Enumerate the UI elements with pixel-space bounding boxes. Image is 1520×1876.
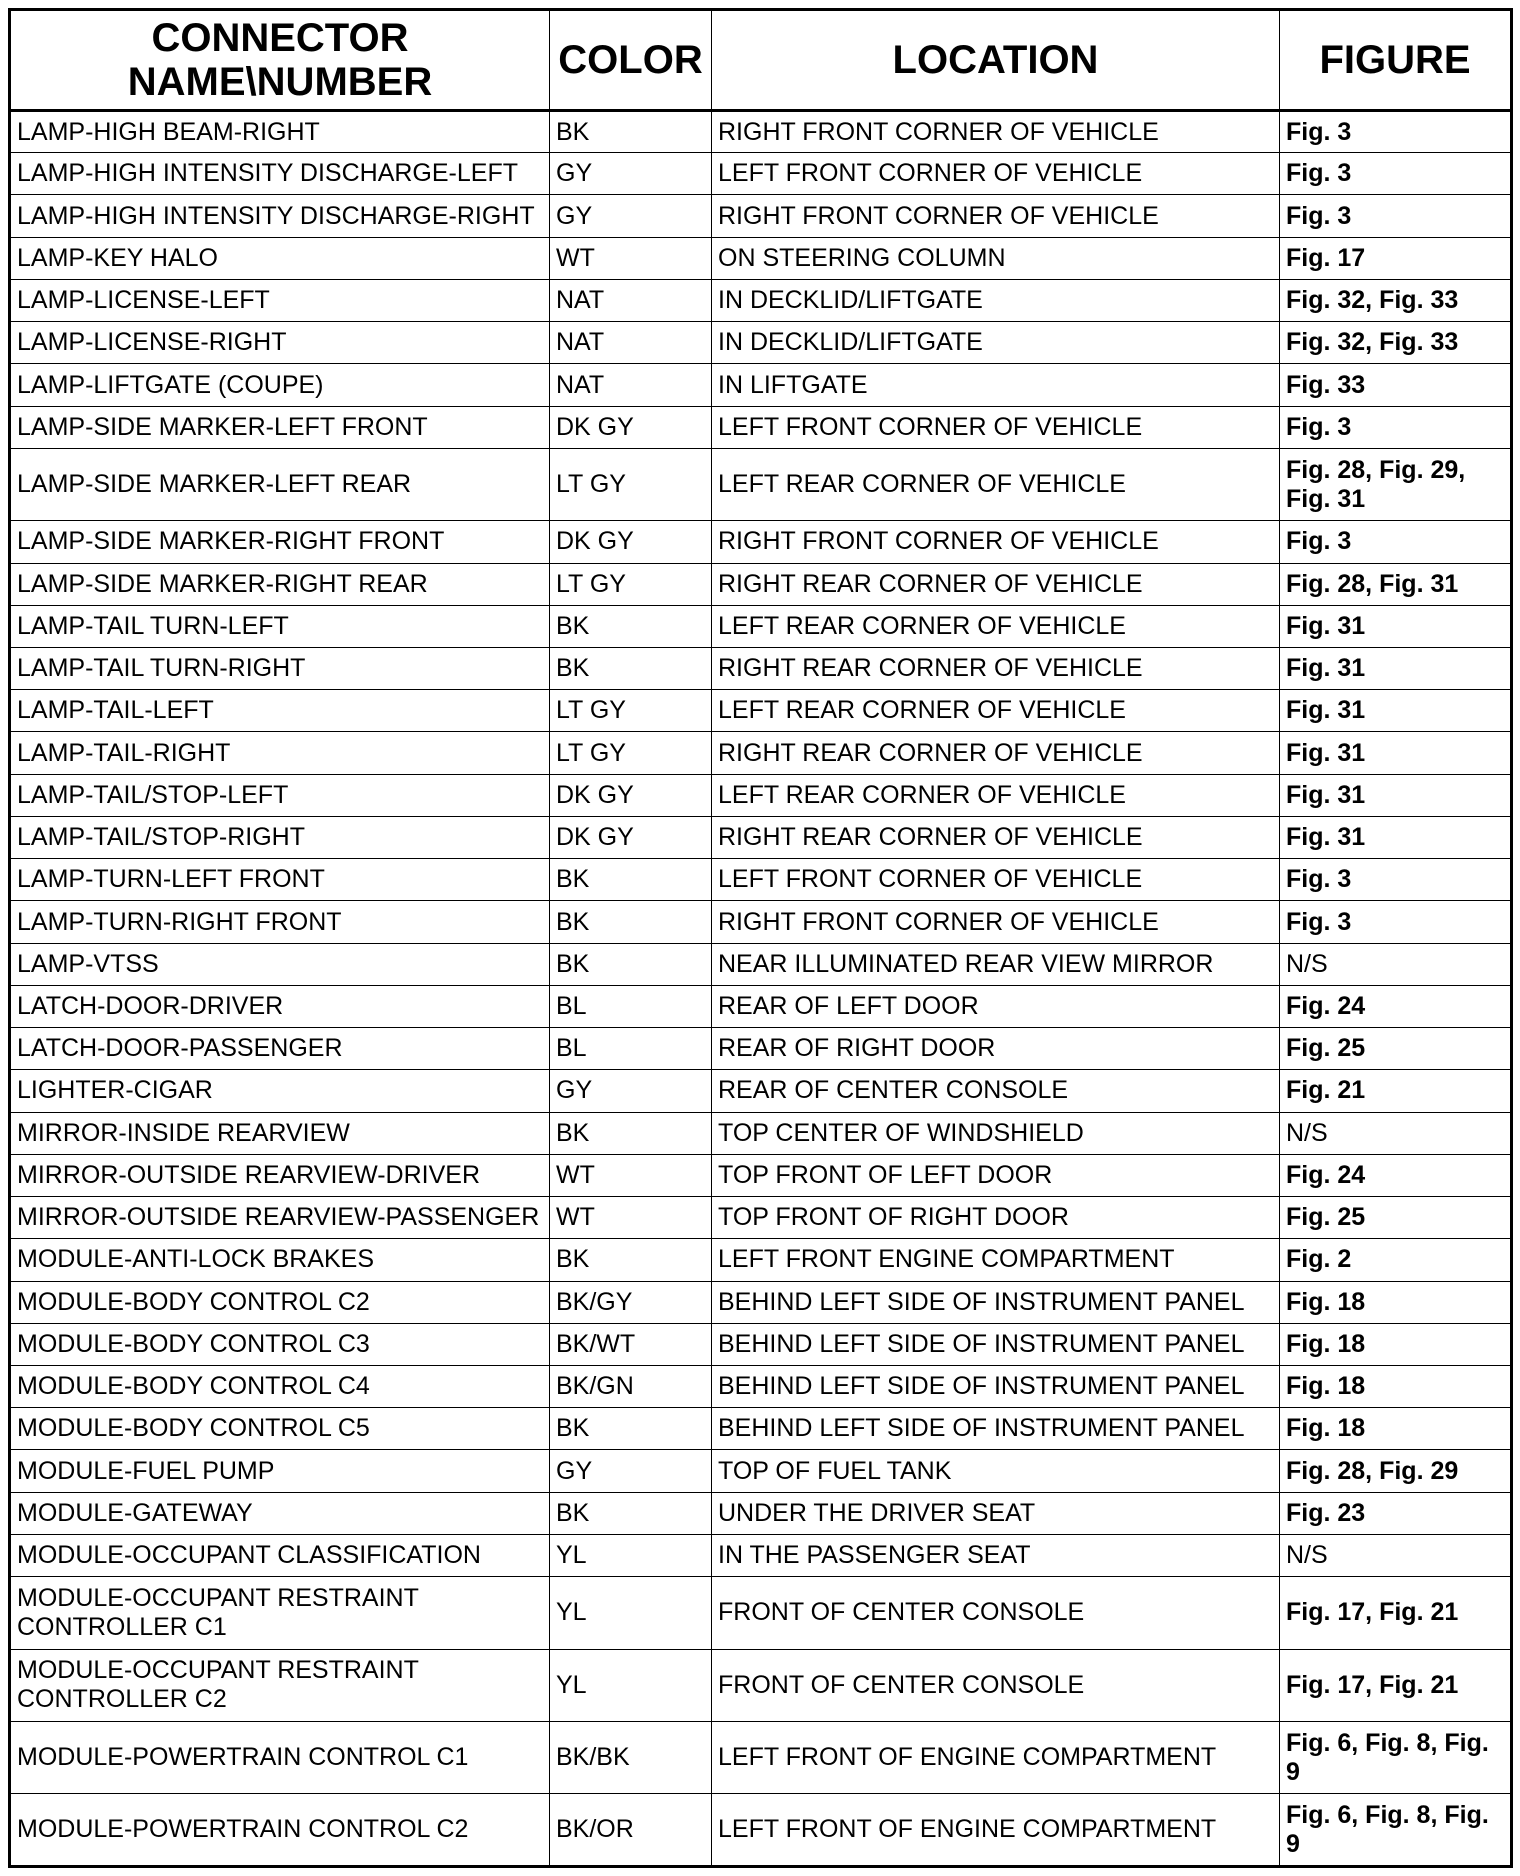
header-location: LOCATION xyxy=(712,10,1280,111)
figure-cell: Fig. 6, Fig. 8, Fig. 9 xyxy=(1280,1721,1512,1793)
figure-cell: Fig. 23 xyxy=(1280,1492,1512,1534)
figure-cell: Fig. 31 xyxy=(1280,647,1512,689)
location-cell: BEHIND LEFT SIDE OF INSTRUMENT PANEL xyxy=(712,1365,1280,1407)
location-cell: RIGHT FRONT CORNER OF VEHICLE xyxy=(712,195,1280,237)
figure-cell: Fig. 28, Fig. 29, Fig. 31 xyxy=(1280,448,1512,520)
figure-cell: Fig. 24 xyxy=(1280,1154,1512,1196)
figure-cell: Fig. 17, Fig. 21 xyxy=(1280,1649,1512,1721)
figure-cell: Fig. 3 xyxy=(1280,111,1512,153)
location-cell: TOP FRONT OF LEFT DOOR xyxy=(712,1154,1280,1196)
color-cell: BK/BK xyxy=(550,1721,712,1793)
figure-cell: Fig. 33 xyxy=(1280,364,1512,406)
figure-cell: Fig. 18 xyxy=(1280,1323,1512,1365)
color-cell: GY xyxy=(550,195,712,237)
table-row xyxy=(10,521,1512,563)
location-cell: FRONT OF CENTER CONSOLE xyxy=(712,1577,1280,1649)
location-cell: RIGHT REAR CORNER OF VEHICLE xyxy=(712,563,1280,605)
connector-table xyxy=(8,8,1513,1868)
figure-cell: Fig. 17 xyxy=(1280,237,1512,279)
connector-name-cell: MODULE-FUEL PUMP xyxy=(10,1450,550,1492)
connector-name-cell: MIRROR-OUTSIDE REARVIEW-PASSENGER xyxy=(10,1197,550,1239)
color-cell: GY xyxy=(550,153,712,195)
figure-cell: Fig. 25 xyxy=(1280,1028,1512,1070)
color-cell: BK xyxy=(550,1239,712,1281)
figure-cell: Fig. 17, Fig. 21 xyxy=(1280,1577,1512,1649)
figure-cell: Fig. 2 xyxy=(1280,1239,1512,1281)
table-row xyxy=(10,985,1512,1027)
connector-name-cell: LAMP-VTSS xyxy=(10,943,550,985)
color-cell: YL xyxy=(550,1534,712,1576)
connector-name-cell: MODULE-BODY CONTROL C5 xyxy=(10,1408,550,1450)
color-cell: BK/WT xyxy=(550,1323,712,1365)
connector-name-cell: MODULE-BODY CONTROL C4 xyxy=(10,1365,550,1407)
table-row xyxy=(10,1070,1512,1112)
location-cell: RIGHT REAR CORNER OF VEHICLE xyxy=(712,647,1280,689)
connector-name-cell: MODULE-BODY CONTROL C2 xyxy=(10,1281,550,1323)
connector-name-cell: LIGHTER-CIGAR xyxy=(10,1070,550,1112)
color-cell: LT GY xyxy=(550,690,712,732)
location-cell: REAR OF CENTER CONSOLE xyxy=(712,1070,1280,1112)
color-cell: BK xyxy=(550,111,712,153)
location-cell: LEFT FRONT CORNER OF VEHICLE xyxy=(712,406,1280,448)
color-cell: BK/OR xyxy=(550,1794,712,1867)
figure-cell: N/S xyxy=(1280,943,1512,985)
location-cell: LEFT REAR CORNER OF VEHICLE xyxy=(712,448,1280,520)
color-cell: LT GY xyxy=(550,563,712,605)
location-cell: RIGHT REAR CORNER OF VEHICLE xyxy=(712,816,1280,858)
table-row xyxy=(10,237,1512,279)
location-cell: BEHIND LEFT SIDE OF INSTRUMENT PANEL xyxy=(712,1408,1280,1450)
figure-cell: Fig. 6, Fig. 8, Fig. 9 xyxy=(1280,1794,1512,1867)
connector-name-cell: LAMP-LICENSE-RIGHT xyxy=(10,322,550,364)
location-cell: TOP OF FUEL TANK xyxy=(712,1450,1280,1492)
location-cell: ON STEERING COLUMN xyxy=(712,237,1280,279)
table-row xyxy=(10,1408,1512,1450)
figure-cell: Fig. 32, Fig. 33 xyxy=(1280,279,1512,321)
location-cell: UNDER THE DRIVER SEAT xyxy=(712,1492,1280,1534)
figure-cell: N/S xyxy=(1280,1534,1512,1576)
connector-table-container xyxy=(8,8,1510,1868)
color-cell: BK xyxy=(550,605,712,647)
color-cell: YL xyxy=(550,1577,712,1649)
table-row xyxy=(10,448,1512,520)
connector-name-cell: MODULE-OCCUPANT RESTRAINT CONTROLLER C1 xyxy=(10,1577,550,1649)
location-cell: IN THE PASSENGER SEAT xyxy=(712,1534,1280,1576)
connector-name-cell: LAMP-LIFTGATE (COUPE) xyxy=(10,364,550,406)
location-cell: IN DECKLID/LIFTGATE xyxy=(712,322,1280,364)
color-cell: BK xyxy=(550,1492,712,1534)
table-row xyxy=(10,1649,1512,1721)
table-row xyxy=(10,859,1512,901)
figure-cell: Fig. 3 xyxy=(1280,859,1512,901)
header-connector: CONNECTOR NAME\NUMBER xyxy=(10,10,550,111)
color-cell: BK xyxy=(550,859,712,901)
location-cell: TOP FRONT OF RIGHT DOOR xyxy=(712,1197,1280,1239)
table-row xyxy=(10,195,1512,237)
color-cell: BK/GY xyxy=(550,1281,712,1323)
header-row xyxy=(10,10,1512,111)
connector-name-cell: LAMP-LICENSE-LEFT xyxy=(10,279,550,321)
color-cell: BK xyxy=(550,943,712,985)
connector-name-cell: LAMP-KEY HALO xyxy=(10,237,550,279)
table-row xyxy=(10,1323,1512,1365)
figure-cell: Fig. 18 xyxy=(1280,1408,1512,1450)
connector-name-cell: LAMP-SIDE MARKER-LEFT FRONT xyxy=(10,406,550,448)
color-cell: BK xyxy=(550,647,712,689)
connector-name-cell: LAMP-TAIL-LEFT xyxy=(10,690,550,732)
connector-name-cell: MODULE-ANTI-LOCK BRAKES xyxy=(10,1239,550,1281)
color-cell: DK GY xyxy=(550,816,712,858)
figure-cell: Fig. 25 xyxy=(1280,1197,1512,1239)
color-cell: BL xyxy=(550,985,712,1027)
connector-name-cell: MODULE-BODY CONTROL C3 xyxy=(10,1323,550,1365)
connector-name-cell: MODULE-POWERTRAIN CONTROL C2 xyxy=(10,1794,550,1867)
connector-name-cell: LAMP-TAIL TURN-RIGHT xyxy=(10,647,550,689)
figure-cell: Fig. 32, Fig. 33 xyxy=(1280,322,1512,364)
location-cell: TOP CENTER OF WINDSHIELD xyxy=(712,1112,1280,1154)
table-row xyxy=(10,1577,1512,1649)
color-cell: WT xyxy=(550,1197,712,1239)
header-color: COLOR xyxy=(550,10,712,111)
figure-cell: Fig. 3 xyxy=(1280,153,1512,195)
color-cell: DK GY xyxy=(550,406,712,448)
location-cell: FRONT OF CENTER CONSOLE xyxy=(712,1649,1280,1721)
location-cell: IN LIFTGATE xyxy=(712,364,1280,406)
figure-cell: Fig. 18 xyxy=(1280,1281,1512,1323)
connector-name-cell: LAMP-TAIL/STOP-LEFT xyxy=(10,774,550,816)
location-cell: BEHIND LEFT SIDE OF INSTRUMENT PANEL xyxy=(712,1323,1280,1365)
table-row xyxy=(10,322,1512,364)
connector-name-cell: MODULE-OCCUPANT RESTRAINT CONTROLLER C2 xyxy=(10,1649,550,1721)
figure-cell: Fig. 3 xyxy=(1280,521,1512,563)
table-row xyxy=(10,774,1512,816)
connector-name-cell: LAMP-TAIL-RIGHT xyxy=(10,732,550,774)
connector-name-cell: MODULE-GATEWAY xyxy=(10,1492,550,1534)
table-row xyxy=(10,1281,1512,1323)
connector-name-cell: LAMP-HIGH INTENSITY DISCHARGE-LEFT xyxy=(10,153,550,195)
color-cell: GY xyxy=(550,1070,712,1112)
table-row xyxy=(10,364,1512,406)
figure-cell: Fig. 3 xyxy=(1280,406,1512,448)
connector-name-cell: LAMP-TAIL TURN-LEFT xyxy=(10,605,550,647)
location-cell: NEAR ILLUMINATED REAR VIEW MIRROR xyxy=(712,943,1280,985)
connector-name-cell: LAMP-HIGH BEAM-RIGHT xyxy=(10,111,550,153)
connector-name-cell: MIRROR-OUTSIDE REARVIEW-DRIVER xyxy=(10,1154,550,1196)
color-cell: NAT xyxy=(550,364,712,406)
color-cell: BK/GN xyxy=(550,1365,712,1407)
figure-cell: Fig. 18 xyxy=(1280,1365,1512,1407)
connector-name-cell: MODULE-POWERTRAIN CONTROL C1 xyxy=(10,1721,550,1793)
table-row xyxy=(10,1721,1512,1793)
table-row xyxy=(10,1450,1512,1492)
location-cell: LEFT FRONT OF ENGINE COMPARTMENT xyxy=(712,1721,1280,1793)
figure-cell: Fig. 3 xyxy=(1280,195,1512,237)
location-cell: LEFT REAR CORNER OF VEHICLE xyxy=(712,605,1280,647)
figure-cell: N/S xyxy=(1280,1112,1512,1154)
table-row xyxy=(10,1492,1512,1534)
location-cell: LEFT FRONT CORNER OF VEHICLE xyxy=(712,859,1280,901)
table-row xyxy=(10,647,1512,689)
color-cell: DK GY xyxy=(550,521,712,563)
color-cell: DK GY xyxy=(550,774,712,816)
location-cell: RIGHT FRONT CORNER OF VEHICLE xyxy=(712,901,1280,943)
color-cell: BK xyxy=(550,1112,712,1154)
color-cell: WT xyxy=(550,237,712,279)
table-row xyxy=(10,563,1512,605)
table-row xyxy=(10,1112,1512,1154)
color-cell: YL xyxy=(550,1649,712,1721)
location-cell: LEFT REAR CORNER OF VEHICLE xyxy=(712,690,1280,732)
connector-name-cell: LAMP-SIDE MARKER-RIGHT FRONT xyxy=(10,521,550,563)
color-cell: BK xyxy=(550,901,712,943)
connector-name-cell: LAMP-SIDE MARKER-LEFT REAR xyxy=(10,448,550,520)
table-row xyxy=(10,279,1512,321)
table-row xyxy=(10,901,1512,943)
connector-name-cell: LAMP-TAIL/STOP-RIGHT xyxy=(10,816,550,858)
location-cell: RIGHT REAR CORNER OF VEHICLE xyxy=(712,732,1280,774)
color-cell: LT GY xyxy=(550,732,712,774)
table-row xyxy=(10,111,1512,153)
color-cell: BL xyxy=(550,1028,712,1070)
header-figure: FIGURE xyxy=(1280,10,1512,111)
table-row xyxy=(10,1154,1512,1196)
table-row xyxy=(10,605,1512,647)
location-cell: BEHIND LEFT SIDE OF INSTRUMENT PANEL xyxy=(712,1281,1280,1323)
location-cell: LEFT REAR CORNER OF VEHICLE xyxy=(712,774,1280,816)
location-cell: IN DECKLID/LIFTGATE xyxy=(712,279,1280,321)
connector-name-cell: LATCH-DOOR-DRIVER xyxy=(10,985,550,1027)
table-row xyxy=(10,1028,1512,1070)
figure-cell: Fig. 31 xyxy=(1280,605,1512,647)
table-row xyxy=(10,1365,1512,1407)
color-cell: NAT xyxy=(550,279,712,321)
figure-cell: Fig. 3 xyxy=(1280,901,1512,943)
table-row xyxy=(10,816,1512,858)
figure-cell: Fig. 24 xyxy=(1280,985,1512,1027)
location-cell: REAR OF LEFT DOOR xyxy=(712,985,1280,1027)
color-cell: GY xyxy=(550,1450,712,1492)
connector-name-cell: MIRROR-INSIDE REARVIEW xyxy=(10,1112,550,1154)
table-row xyxy=(10,1239,1512,1281)
connector-name-cell: LAMP-TURN-LEFT FRONT xyxy=(10,859,550,901)
table-row xyxy=(10,153,1512,195)
table-row xyxy=(10,1534,1512,1576)
table-row xyxy=(10,1197,1512,1239)
color-cell: NAT xyxy=(550,322,712,364)
connector-name-cell: MODULE-OCCUPANT CLASSIFICATION xyxy=(10,1534,550,1576)
figure-cell: Fig. 31 xyxy=(1280,732,1512,774)
color-cell: LT GY xyxy=(550,448,712,520)
location-cell: RIGHT FRONT CORNER OF VEHICLE xyxy=(712,521,1280,563)
connector-name-cell: LAMP-HIGH INTENSITY DISCHARGE-RIGHT xyxy=(10,195,550,237)
connector-name-cell: LATCH-DOOR-PASSENGER xyxy=(10,1028,550,1070)
location-cell: REAR OF RIGHT DOOR xyxy=(712,1028,1280,1070)
figure-cell: Fig. 28, Fig. 29 xyxy=(1280,1450,1512,1492)
table-row xyxy=(10,943,1512,985)
table-row xyxy=(10,1794,1512,1867)
location-cell: RIGHT FRONT CORNER OF VEHICLE xyxy=(712,111,1280,153)
location-cell: LEFT FRONT CORNER OF VEHICLE xyxy=(712,153,1280,195)
table-row xyxy=(10,732,1512,774)
figure-cell: Fig. 31 xyxy=(1280,690,1512,732)
figure-cell: Fig. 21 xyxy=(1280,1070,1512,1112)
connector-name-cell: LAMP-SIDE MARKER-RIGHT REAR xyxy=(10,563,550,605)
figure-cell: Fig. 28, Fig. 31 xyxy=(1280,563,1512,605)
color-cell: WT xyxy=(550,1154,712,1196)
location-cell: LEFT FRONT OF ENGINE COMPARTMENT xyxy=(712,1794,1280,1867)
table-body xyxy=(10,111,1512,1867)
figure-cell: Fig. 31 xyxy=(1280,816,1512,858)
table-row xyxy=(10,690,1512,732)
table-row xyxy=(10,406,1512,448)
color-cell: BK xyxy=(550,1408,712,1450)
figure-cell: Fig. 31 xyxy=(1280,774,1512,816)
location-cell: LEFT FRONT ENGINE COMPARTMENT xyxy=(712,1239,1280,1281)
connector-name-cell: LAMP-TURN-RIGHT FRONT xyxy=(10,901,550,943)
